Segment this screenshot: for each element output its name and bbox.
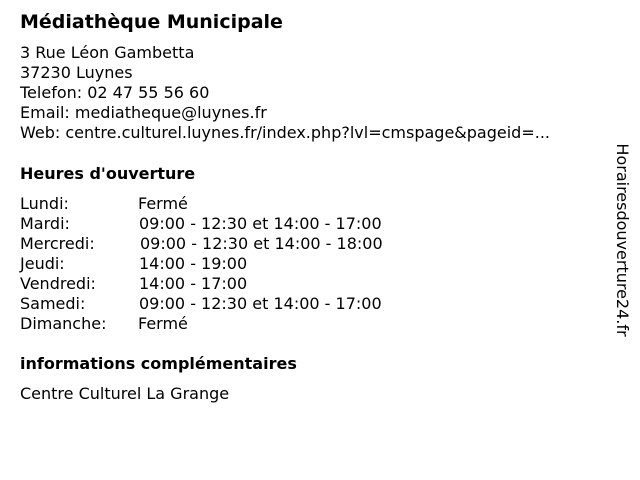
additional-info-heading: informations complémentaires — [20, 354, 297, 373]
day-label: Mercredi: — [20, 234, 95, 253]
day-label: Dimanche: — [20, 314, 107, 333]
day-label: Jeudi: — [20, 254, 65, 273]
city-postal-code: 37230 Luynes — [20, 63, 133, 82]
day-label: Lundi: — [20, 194, 69, 213]
time-value: 09:00 - 12:30 et 14:00 - 18:00 — [140, 234, 383, 253]
time-value: Fermé — [138, 314, 188, 333]
time-value: Fermé — [138, 194, 188, 213]
time-value: 14:00 - 19:00 — [139, 254, 248, 273]
time-value: 09:00 - 12:30 et 14:00 - 17:00 — [139, 214, 382, 233]
day-label: Samedi: — [20, 294, 86, 313]
phone-number: Telefon: 02 47 55 56 60 — [20, 83, 210, 102]
additional-info-text: Centre Culturel La Grange — [20, 384, 230, 403]
time-value: 09:00 - 12:30 et 14:00 - 17:00 — [139, 294, 382, 313]
email-address: Email: mediatheque@luynes.fr — [20, 103, 267, 122]
street-address: 3 Rue Léon Gambetta — [20, 43, 195, 62]
day-label: Mardi: — [20, 214, 70, 233]
website-url: Web: centre.culturel.luynes.fr/index.php?lvl=cmspage&pageid=... — [20, 123, 550, 142]
day-label: Vendredi: — [20, 274, 96, 293]
site-watermark: Horairesdouverture24.fr — [613, 143, 632, 337]
hours-heading: Heures d'ouverture — [20, 164, 196, 183]
page-title: Médiathèque Municipale — [20, 11, 283, 33]
address-block — [20, 43, 550, 143]
time-value: 14:00 - 17:00 — [139, 274, 248, 293]
